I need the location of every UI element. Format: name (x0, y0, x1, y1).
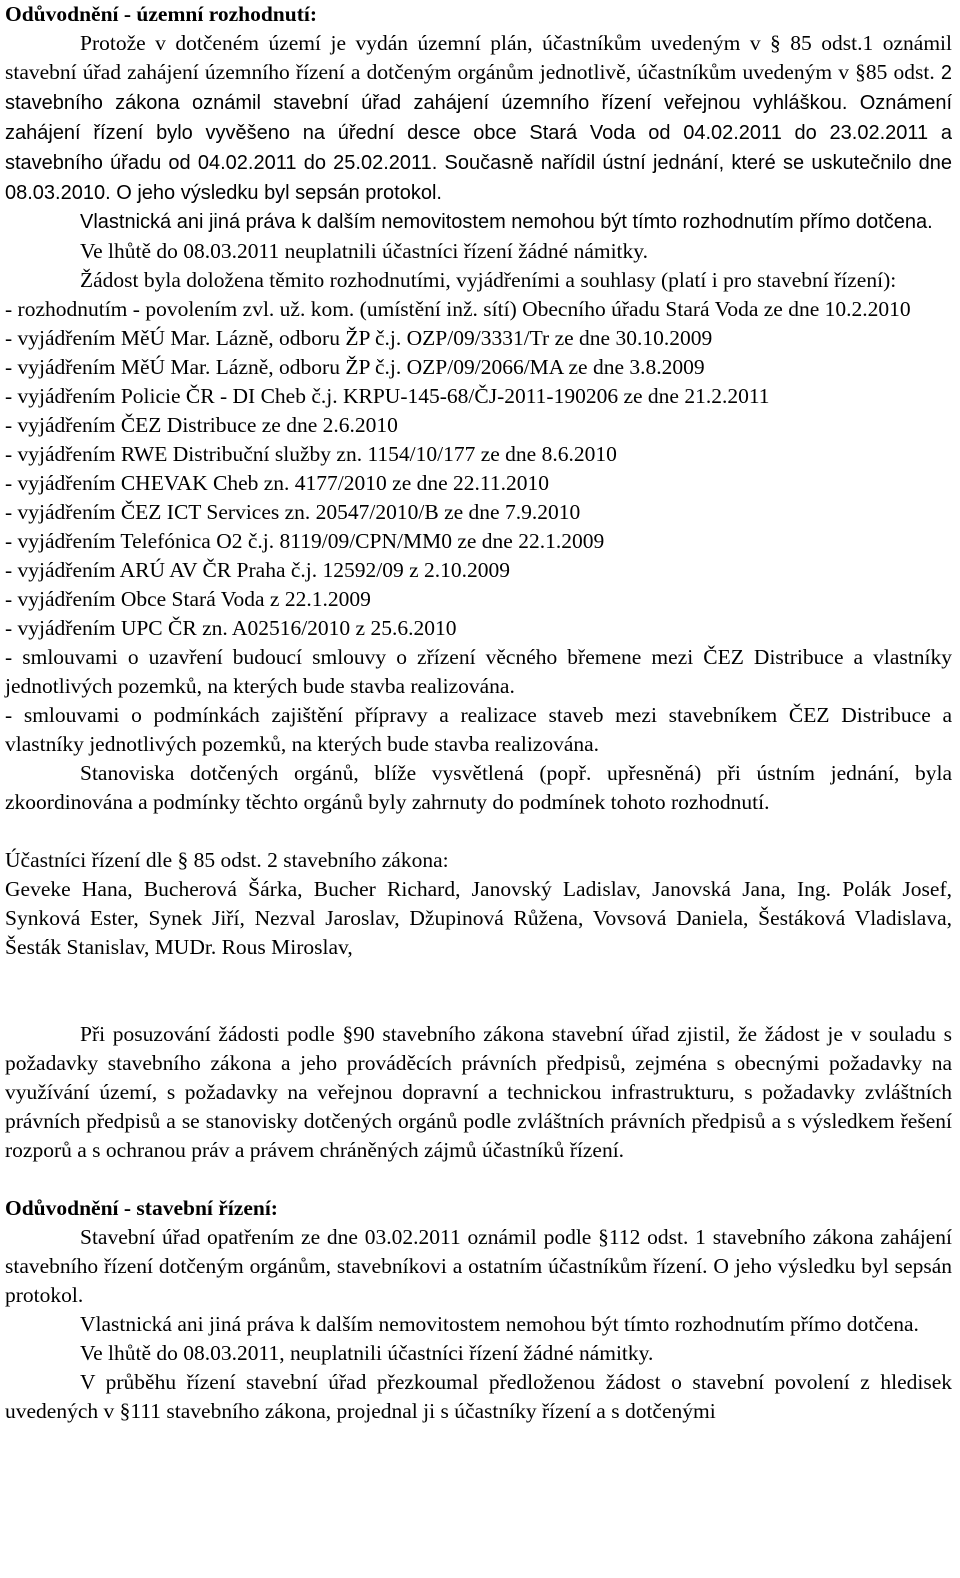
paragraph-building-rights: Vlastnická ani jiná práva k dalším nemovitostem nemohou být tímto rozhodnutím přímo dotčena. (80, 1312, 919, 1336)
list-item: - vyjádřením MěÚ Mar. Lázně, odboru ŽP č.j. OZP/09/3331/Tr ze dne 30.10.2009 (5, 326, 713, 350)
paragraph-coordination: Stanoviska dotčených orgánů, blíže vysvětlená (popř. upřesněná) při ústním jednání, byla zkoordinována a podmínky těchto orgánů byly zahrnuty do podmínek tohoto rozhodnutí. (5, 761, 952, 814)
list-item: - vyjádřením Telefónica O2 č.j. 8119/09/CPN/MM0 ze dne 22.1.2009 (5, 529, 605, 553)
list-item: - vyjádřením Policie ČR - DI Cheb č.j. KRPU-145-68/ČJ-2011-190206 ze dne 21.2.2011 (5, 384, 770, 408)
spacer (5, 962, 952, 991)
intro-text-continued: 2 stavebního zákona oznámil stavební úřad zahájení územního řízení veřejnou vyhláškou. Oznámení zahájení řízení bylo vyvěšeno na úřední desce obce Stará Voda od 04.02.2011 do 23.02.2011 a stavebního úřadu od 04.02.2011 do 25.02.2011. Současně nařídil ústní jednání, které se uskutečnilo dne 08.03.2010. O jeho výsledku byl sepsán protokol. (5, 62, 953, 204)
participants-names: Geveke Hana, Bucherová Šárka, Bucher Richard, Janovský Ladislav, Janovská Jana, Ing. Polák Josef, Synková Ester, Synek Jiří, Nezval Jaroslav, Džupinová Růžena, Vovsová Daniela, Šestáková Vladislava, Šesták Stanislav, MUDr. Rous Miroslav, (5, 877, 952, 959)
list-item: - vyjádřením MěÚ Mar. Lázně, odboru ŽP č.j. OZP/09/2066/MA ze dne 3.8.2009 (5, 355, 705, 379)
paragraph-building-review: V průběhu řízení stavební úřad přezkoumal předloženou žádost o stavební povolení z hledisek uvedených v §111 stavebního zákona, projednal ji s účastníky řízení a s dotčenými (5, 1370, 952, 1423)
paragraph-deadline: Ve lhůtě do 08.03.2011 neuplatnili účastníci řízení žádné námitky. (80, 239, 649, 263)
paragraph-rights: Vlastnická ani jiná práva k dalším nemovitostem nemohou být tímto rozhodnutím přímo dotčena. (80, 211, 933, 233)
participants-label: Účastníci řízení dle § 85 odst. 2 stavebního zákona: (5, 848, 449, 872)
paragraph-assessment: Při posuzování žádosti podle §90 stavebního zákona stavební úřad zjistil, že žádost je v souladu s požadavky stavebního zákona a jeho prováděcích právních předpisů, zejména s obecnými požadavky na využívání území, s požadavky na veřejnou dopravní a technickou infrastrukturu, s požadavky zvláštních právních předpisů a se stanovisky dotčených orgánů podle zvláštních právních předpisů a s výsledkem řešení rozporů a s ochranou práv a právem chráněných zájmů účastníků řízení. (5, 1022, 952, 1162)
spacer (5, 1165, 952, 1194)
list-item: - vyjádřením UPC ČR zn. A02516/2010 z 25.6.2010 (5, 616, 457, 640)
list-item: - smlouvami o uzavření budoucí smlouvy o zřízení věcného břemene mezi ČEZ Distribuce a vlastníky jednotlivých pozemků, na kterých bude stavba realizována. (5, 645, 952, 698)
documents-list (5, 295, 952, 759)
paragraph-building-deadline: Ve lhůtě do 08.03.2011, neuplatnili účastníci řízení žádné námitky. (80, 1341, 654, 1365)
list-item: - vyjádřením ČEZ Distribuce ze dne 2.6.2010 (5, 413, 398, 437)
document-page (5, 0, 952, 1426)
paragraph-intro (5, 29, 952, 208)
list-item: - vyjádřením Obce Stará Voda z 22.1.2009 (5, 587, 371, 611)
list-item: - vyjádřením ARÚ AV ČR Praha č.j. 12592/09 z 2.10.2009 (5, 558, 511, 582)
list-item: - vyjádřením RWE Distribuční služby zn. 1154/10/177 ze dne 8.6.2010 (5, 442, 617, 466)
list-item: - rozhodnutím - povolením zvl. už. kom. (umístění inž. sítí) Obecního úřadu Stará Voda ze dne 10.2.2010 (5, 297, 911, 321)
spacer (5, 991, 952, 1020)
list-item: - smlouvami o podmínkách zajištění přípravy a realizace staveb mezi stavebníkem ČEZ Distribuce a vlastníky jednotlivých pozemků, na kterých bude stavba realizována. (5, 703, 952, 756)
list-item: - vyjádřením ČEZ ICT Services zn. 20547/2010/B ze dne 7.9.2010 (5, 500, 581, 524)
section-heading-territorial: Odůvodnění - územní rozhodnutí: (5, 2, 318, 26)
section-heading-building: Odůvodnění - stavební řízení: (5, 1196, 278, 1220)
list-item: - vyjádřením CHEVAK Cheb zn. 4177/2010 ze dne 22.11.2010 (5, 471, 549, 495)
spacer (5, 817, 952, 846)
paragraph-documents-intro: Žádost byla doložena těmito rozhodnutími, vyjádřeními a souhlasy (platí i pro stavební řízení): (80, 268, 897, 292)
paragraph-building-intro: Stavební úřad opatřením ze dne 03.02.2011 oznámil podle §112 odst. 1 stavebního zákona zahájení stavebního řízení dotčeným orgánům, stavebníkovi a ostatním účastníkům řízení. O jeho výsledku byl sepsán protokol. (5, 1225, 952, 1307)
intro-text: Protože v dotčeném území je vydán územní plán, účastníkům uvedeným v § 85 odst.1 oznámil stavební úřad zahájení územního řízení a dotčeným orgánům jednotlivě, účastníkům uvedeným v §85 odst. (5, 31, 952, 84)
